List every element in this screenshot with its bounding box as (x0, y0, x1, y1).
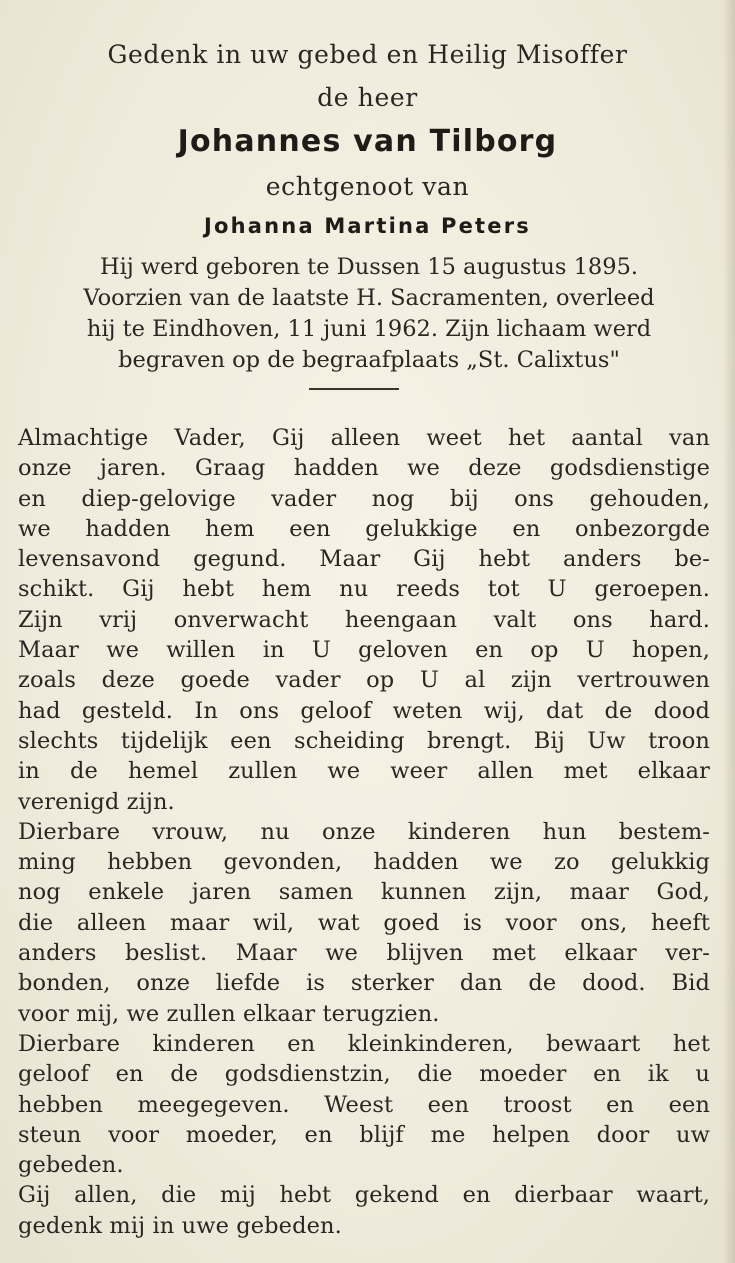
deceased-name: Johannes van Tilborg (177, 124, 558, 159)
spouse-name: Johanna Martina Peters (203, 214, 531, 238)
text-line: slechts tijdelijk een scheiding brengt. Bij Uw troon (18, 727, 710, 754)
text-line: gebeden. (18, 1152, 124, 1179)
bio-line: Hij werd geboren te Dussen 15 augustus 1895. (99, 254, 639, 280)
bio-line: hij te Eindhoven, 11 juni 1962. Zijn lichaam werd (86, 316, 652, 342)
prayer-text (18, 423, 710, 1241)
text-line: anders beslist. Maar we blijven met elkaar ver- (18, 940, 710, 967)
text-line: steun voor moeder, en blijf me helpen door uw (18, 1121, 710, 1148)
bio-line: Voorzien van de laatste H. Sacramenten, overleed (83, 285, 655, 311)
text-line: en diep-gelovige vader nog bij ons gehouden, (18, 485, 710, 512)
divider (309, 388, 399, 390)
title-line: de heer (317, 83, 418, 112)
text-line: Maar we willen in U geloven en op U hopen, (18, 637, 710, 664)
text-line: Gij allen, die mij hebt gekend en dierbaar waart, (18, 1182, 710, 1209)
text-line: Almachtige Vader, Gij alleen weet het aantal van (18, 425, 710, 451)
text-line: hebben meegegeven. Weest een troost en een (18, 1091, 710, 1118)
text-line: schikt. Gij hebt hem nu reeds tot U geroepen. (18, 576, 710, 603)
bio-line: begraven op de begraafplaats „St. Calixtus" (118, 347, 620, 373)
biography (24, 252, 714, 376)
text-line: ming hebben gevonden, hadden we zo gelukkig (18, 849, 710, 876)
text-line: in de hemel zullen we weer allen met elkaar (18, 758, 710, 785)
text-line: we hadden hem een gelukkige en onbezorgde (18, 515, 710, 542)
text-line: Dierbare vrouw, nu onze kinderen hun bestem- (18, 818, 710, 845)
text-line: verenigd zijn. (18, 788, 175, 815)
text-line: Zijn vrij onverwacht heengaan valt ons hard. (18, 606, 710, 633)
relation-line: echtgenoot van (265, 172, 470, 201)
text-line: gedenk mij in uwe gebeden. (18, 1212, 342, 1239)
text-line: nog enkele jaren samen kunnen zijn, maar God, (18, 879, 710, 906)
text-line: levensavond gegund. Maar Gij hebt anders be- (18, 546, 710, 573)
intro-line: Gedenk in uw gebed en Heilig Misoffer (107, 40, 628, 69)
text-line: die alleen maar wil, wat goed is voor ons, heeft (18, 909, 710, 936)
text-line: bonden, onze liefde is sterker dan de dood. Bid (18, 970, 710, 997)
text-line: voor mij, we zullen elkaar terugzien. (18, 1000, 440, 1027)
text-line: had gesteld. In ons geloof weten wij, dat de dood (18, 697, 710, 724)
text-line: Dierbare kinderen en kleinkinderen, bewaart het (18, 1030, 710, 1057)
text-line: zoals deze goede vader op U al zijn vertrouwen (18, 667, 710, 694)
text-line: geloof en de godsdienstzin, die moeder en ik u (18, 1061, 710, 1088)
text-line: onze jaren. Graag hadden we deze godsdienstige (18, 455, 710, 482)
